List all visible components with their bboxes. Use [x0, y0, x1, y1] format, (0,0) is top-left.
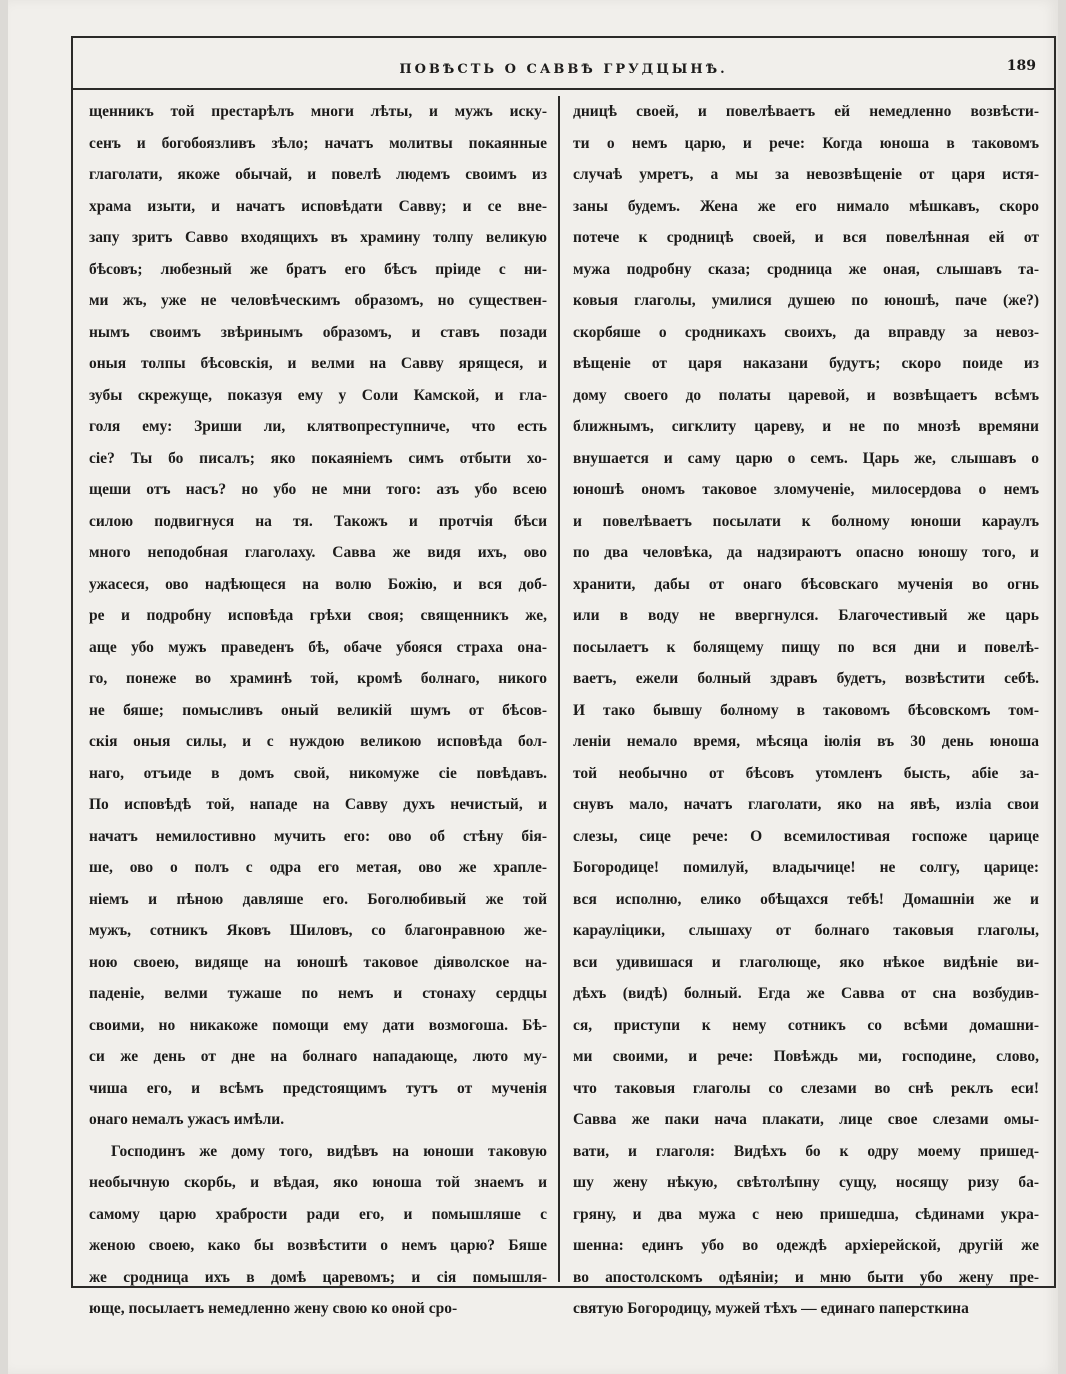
text-line: скорбяше о сродникахъ своихъ, да вправду за невоз-: [573, 323, 1039, 341]
text-line: своими, но никакоже помощи ему дати возмогоша. Бѣ-: [89, 1016, 547, 1034]
left-column: [89, 96, 547, 1325]
page-number: 189: [1006, 58, 1036, 74]
book-page: [8, 0, 1058, 1374]
text-line: дѣхъ (видѣ) болный. Егда же Савва от сна возбудив-: [573, 985, 1039, 1002]
text-line: внушается и саму царю о семъ. Царь же, слышавъ о: [573, 449, 1039, 467]
text-line: щеши отъ насъ? но убо не мни того: азъ убо всею: [89, 481, 547, 498]
text-line: Господинъ же дому того, видѣвъ на юноши таковую: [111, 1142, 547, 1160]
text-line: вати, и глаголя: Видѣхъ бо к одру моему пришед-: [573, 1142, 1039, 1160]
text-line: ми своими, и рече: Повѣждь ми, господине, слово,: [573, 1048, 1039, 1065]
text-line: сенъ и богобоязливъ зѣло; начатъ молитвы покаянные: [89, 134, 547, 152]
text-line: юще, посылаетъ немедленно жену свою ко оной сро-: [89, 1300, 458, 1317]
text-line: во апостолскомъ одѣяніи; и мню быти убо жену пре-: [573, 1268, 1039, 1286]
text-line: много неподобная глаголаху. Савва же видя ихъ, ово: [89, 544, 547, 561]
text-line: ре и подробну исповѣда грѣхи своя; священникъ же,: [89, 607, 547, 624]
text-line: силою подвигнуся на тя. Такожъ и протчія бѣси: [89, 512, 547, 530]
text-line: и повелѣваетъ посылати к болному юноши караулъ: [573, 512, 1039, 530]
running-header: [73, 38, 1054, 90]
text-line: хранити, дабы от онаго бѣсовскаго мученія во огнь: [573, 575, 1039, 593]
text-line: ною своею, видяще на юношѣ таковое діяволское на-: [89, 953, 547, 971]
text-line: женою своею, како бы возвѣстити о немъ царю? Бяше: [89, 1237, 547, 1254]
text-line: заны будемъ. Жена же его нимало мѣшкавъ, скоро: [573, 197, 1039, 215]
text-line: мужа подробну сказа; сродница же оная, слышавъ та-: [573, 260, 1039, 278]
text-line: шенна: единъ убо во одеждѣ архіерейской, другій же: [573, 1237, 1039, 1254]
text-line: си же день от дне на болнаго нападающе, люто му-: [89, 1048, 547, 1065]
text-line: голя ему: Зриши ли, клятвопреступниче, что есть: [89, 418, 547, 435]
text-line: ближнымъ, сигклиту цареву, и не по мнозѣ времяни: [573, 418, 1039, 435]
text-line: нымъ своимъ звѣринымъ образомъ, и ставъ позади: [89, 323, 547, 341]
text-line: глаголати, якоже обычай, и повелѣ людемъ своимъ из: [89, 166, 547, 183]
text-line: ніемъ и пѣною давляше его. Боголюбивый же той: [89, 890, 547, 908]
column-divider: [558, 96, 560, 1282]
text-line: шу жену нѣкую, свѣтолѣпну сущу, носящу ризу ба-: [573, 1174, 1039, 1191]
page-frame: [71, 36, 1056, 1317]
text-line: го, понеже во храминѣ той, кромѣ болнаго, никого: [89, 670, 547, 687]
text-line: леніи немало время, мѣсяца іюлія въ 30 день юноша: [573, 733, 1039, 750]
text-line: наго, отъиде в домъ свой, никомуже сіе повѣдавъ.: [89, 764, 547, 782]
running-title: ПОВѢСТЬ О САВВѢ ГРУДЦЫНѢ.: [399, 62, 728, 77]
text-line: скія оныя силы, и с нуждою великою исповѣда бол-: [89, 733, 547, 750]
text-line: ти о немъ царю, и рече: Когда юноша в таковомъ: [573, 134, 1039, 152]
text-line: гряну, и два мужа с нею пришедша, сѣдинами укра-: [573, 1205, 1039, 1223]
text-line: потече к сродницѣ своей, и вся повелѣнная ей от: [573, 229, 1039, 246]
text-line: оныя толпы бѣсовскія, и велми на Савву ярящеся, и: [89, 355, 547, 372]
text-line: аще убо мужъ праведенъ бѣ, обаче убояся страха она-: [89, 638, 547, 656]
text-line: не бяше; помысливъ оный великій шумъ от бѣсов-: [89, 701, 547, 719]
text-line: паденіе, велми тужаше по немъ и стонаху сердцы: [89, 985, 547, 1002]
text-line: карауліцики, слышаху от болнаго таковыя глаголы,: [573, 922, 1039, 939]
text-line: снувъ мало, начатъ глаголати, яко на явѣ, изліа свои: [573, 796, 1039, 813]
text-line: же сродница ихъ в домѣ царевомъ; и сія помышля-: [89, 1268, 547, 1286]
text-line: ми жъ, уже не человѣческимъ образомъ, но существен-: [89, 292, 547, 309]
right-column: [573, 96, 1039, 1325]
text-line: сіе? Ты бо писалъ; яко покаяніемъ симъ отбыти хо-: [89, 449, 547, 467]
text-line: Савва же паки нача плакати, лице свое слезами омы-: [573, 1111, 1039, 1128]
text-line: По исповѣдѣ той, нападе на Савву духъ нечистый, и: [89, 796, 547, 813]
text-line: храма изыти, и начатъ исповѣдати Савву; и се вне-: [89, 197, 547, 215]
text-line: ужасеся, ово надѣющеся на волю Божію, и вся доб-: [89, 575, 547, 593]
text-line: ковыя глаголы, умилися душею по юношѣ, паче (же?): [573, 292, 1039, 309]
text-line: щенникъ той престарѣлъ многи лѣты, и мужъ иску-: [89, 103, 547, 120]
text-line: ся, приступи к нему сотникъ со всѣми домашни-: [573, 1016, 1039, 1034]
text-line: юношѣ ономъ таковое зломученіе, милосердова о немъ: [573, 481, 1039, 498]
text-line: начатъ немилостивно мучить его: ово об стѣну бія-: [89, 827, 547, 845]
text-line: ше, ово о полъ с одра его метая, ово же храпле-: [89, 859, 547, 876]
text-line: Богородице! помилуй, владычице! не солгу, царице:: [573, 859, 1039, 876]
text-line: чиша его, и всѣмъ предстоящимъ тутъ от мученія: [89, 1079, 547, 1097]
text-line: слезы, сице рече: О всемилостивая госпоже царице: [573, 827, 1039, 845]
text-line: мужъ, сотникъ Яковъ Шиловъ, со благонравною же-: [89, 922, 547, 939]
text-line: бѣсовъ; любезный же братъ его бѣсъ пріиде с ни-: [89, 260, 547, 278]
text-line: самому царю храбрости ради его, и помышляше с: [89, 1205, 547, 1223]
text-line: И тако бывшу болному в таковомъ бѣсовскомъ том-: [573, 701, 1039, 719]
text-line: дому своего до полаты царевой, и возвѣщаетъ всѣмъ: [573, 386, 1039, 404]
text-line: вся исполню, елико обѣщахся тебѣ! Домашніи же и: [573, 890, 1039, 908]
text-line: по два человѣка, да надзираютъ опасно юношу того, и: [573, 544, 1039, 561]
text-line: дницѣ своей, и повелѣваетъ ей немедленно возвѣсти-: [573, 103, 1039, 120]
text-line: зубы скрежуще, показуя ему у Соли Камской, и гла-: [89, 386, 547, 404]
text-line: что таковыя глаголы со слезами во снѣ реклъ еси!: [573, 1079, 1039, 1097]
text-line: запу зритъ Савво входящихъ въ храмину толпу великую: [89, 229, 547, 246]
text-line: случаѣ умретъ, а мы за невозвѣщеніе от царя истя-: [573, 166, 1039, 183]
text-line: вси удивишася и глаголюще, яко нѣкое видѣніе ви-: [573, 953, 1039, 971]
text-line: ваетъ, ежели болный здравъ будетъ, возвѣстити себѣ.: [573, 670, 1039, 687]
text-line: той необычно от бѣсовъ утомленъ бысть, абіе за-: [573, 764, 1039, 782]
text-line: посылаетъ к болящему пищу по вся дни и повелѣ-: [573, 638, 1039, 656]
text-columns: [73, 96, 1054, 1317]
text-line: онаго немалъ ужасъ имѣли.: [89, 1111, 285, 1128]
text-line: или в воду не ввергнулся. Благочестивый же царь: [573, 607, 1039, 624]
text-line: святую Богородицу, мужей тѣхъ — единаго паперсткина: [573, 1300, 969, 1317]
text-line: вѣщеніе от царя наказани будутъ; скоро поиде из: [573, 355, 1039, 372]
text-line: необычную скорбь, и вѣдая, яко юноша той знаемъ и: [89, 1174, 547, 1191]
